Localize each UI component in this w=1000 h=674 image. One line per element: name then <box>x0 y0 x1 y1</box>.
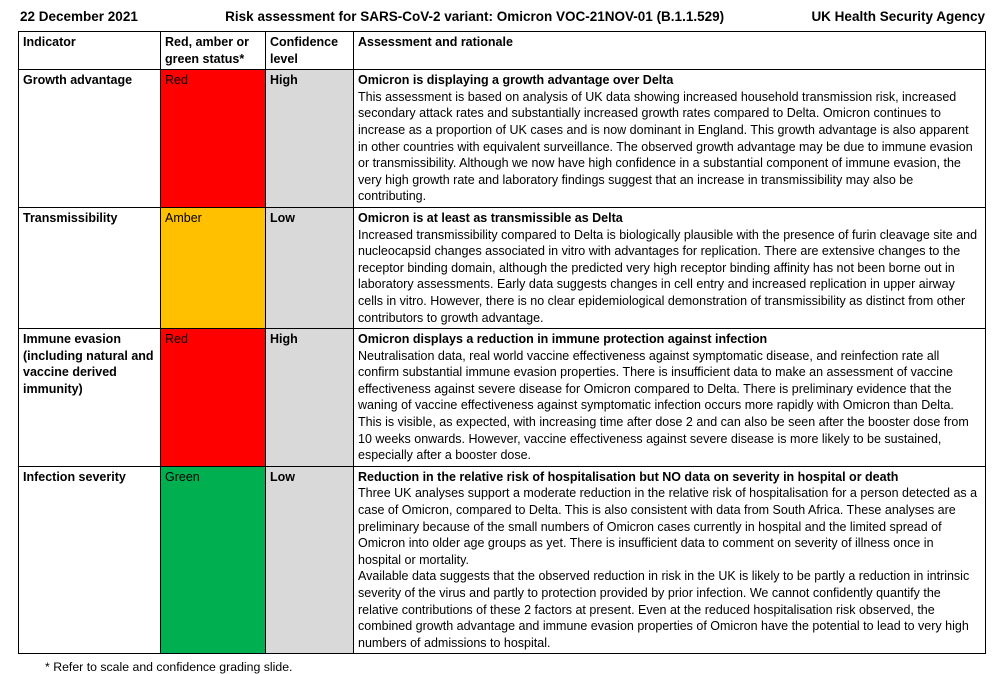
table-header-row <box>19 32 986 70</box>
footnote: * Refer to scale and confidence grading slide. <box>45 660 293 674</box>
assessment-paragraph: This assessment is based on analysis of UK data showing increased household transmission risk, increased secondary attack rates and substantially increased growth rates compared to Delta. Omicron continues to increase as a proportion of UK cases and is now dominant in England. This growth advantage is also apparent in other countries with equivalent surveillance. The observed growth advantage may be due to immune evasion or transmissibility. Although we now have high confidence in a substantial component of immune evasion, the very high growth rate and laboratory findings suggest that an increase in transmissibility may also be contributing. <box>358 89 973 204</box>
assessment-paragraph: Three UK analyses support a moderate reduction in the relative risk of hospitalisation for a person detected as a case of Omicron, compared to Delta. This is also consistent with data from South Africa. These analyses are preliminary because of the small numbers of Omicron cases currently in hospital and the limited spread of Omicron into older age groups as yet. There is insufficient data to comment on severity of illness once in hospital or mortality. <box>358 486 978 567</box>
risk-assessment-table <box>18 31 986 654</box>
assessment-paragraph: Available data suggests that the observed reduction in risk in the UK is likely to be partly a reduction in intrinsic severity of the virus and partly to protection provided by prior infection. We cannot confidently quantify the relative contributions of these 2 factors at present. Even at the reduced hospitalisation risk observed, the combined growth advantage and immune evasion properties of Omicron have the potential to lead to very high numbers of admissions to hospital. <box>358 569 970 650</box>
confidence-cell: Low <box>266 207 354 328</box>
assessment-cell <box>354 466 986 654</box>
assessment-headline: Omicron is at least as transmissible as Delta <box>358 210 623 225</box>
indicator-cell: Growth advantage <box>19 70 161 208</box>
confidence-cell: High <box>266 70 354 208</box>
table-row-growth-advantage <box>19 70 986 208</box>
assessment-paragraph: Increased transmissibility compared to Delta is biologically plausible with the presence of furin cleavage site and nucleocapsid changes associated in vitro with advantages for replication. There are extensive changes to the receptor binding domain, although the predicted very high receptor binding affinity has not been borne out in laboratory assessments. Early data suggests changes in cell entry and increased replication in upper airway cells in vitro. However, there is no clear epidemiological demonstration of transmissibility as distinct from other contributors to growth advantage. <box>358 227 978 325</box>
report-date: 22 December 2021 <box>20 9 138 24</box>
table-row-infection-severity <box>19 466 986 654</box>
col-header-indicator: Indicator <box>19 32 161 70</box>
col-header-status: Red, amber or green status* <box>161 32 266 70</box>
status-cell: Red <box>161 70 266 208</box>
indicator-cell: Infection severity <box>19 466 161 654</box>
indicator-cell: Transmissibility <box>19 207 161 328</box>
col-header-confidence: Confidence level <box>266 32 354 70</box>
assessment-headline: Omicron displays a reduction in immune protection against infection <box>358 332 768 347</box>
slide-header <box>0 0 1000 24</box>
status-cell: Green <box>161 466 266 654</box>
assessment-paragraph: Neutralisation data, real world vaccine effectiveness against symptomatic disease, and reinfection rate all confirm substantial immune evasion properties. There is insufficient data to make an assessment of vaccine effectiveness against severe disease for Omicron compared to Delta. There is preliminary evidence that the waning of vaccine effectiveness against symptomatic infection occurs more rapidly with Omicron than Delta. This is visible, as expected, with increasing time after dose 2 and can also be seen after the booster dose from 10 weeks onwards. However, vaccine effectiveness against severe disease is more likely to be sustained, especially after a booster dose. <box>358 348 969 463</box>
assessment-headline: Reduction in the relative risk of hospitalisation but NO data on severity in hospital or death <box>358 469 899 484</box>
confidence-cell: Low <box>266 466 354 654</box>
confidence-cell: High <box>266 329 354 467</box>
table-row-transmissibility <box>19 207 986 328</box>
col-header-assessment: Assessment and rationale <box>354 32 986 70</box>
assessment-cell <box>354 329 986 467</box>
status-cell: Amber <box>161 207 266 328</box>
agency-name: UK Health Security Agency <box>811 9 985 24</box>
indicator-cell: Immune evasion (including natural and vaccine derived immunity) <box>19 329 161 467</box>
assessment-cell <box>354 207 986 328</box>
table-row-immune-evasion <box>19 329 986 467</box>
assessment-cell <box>354 70 986 208</box>
slide-title: Risk assessment for SARS-CoV-2 variant: Omicron VOC-21NOV-01 (B.1.1.529) <box>225 9 725 24</box>
assessment-headline: Omicron is displaying a growth advantage over Delta <box>358 73 674 88</box>
status-cell: Red <box>161 329 266 467</box>
